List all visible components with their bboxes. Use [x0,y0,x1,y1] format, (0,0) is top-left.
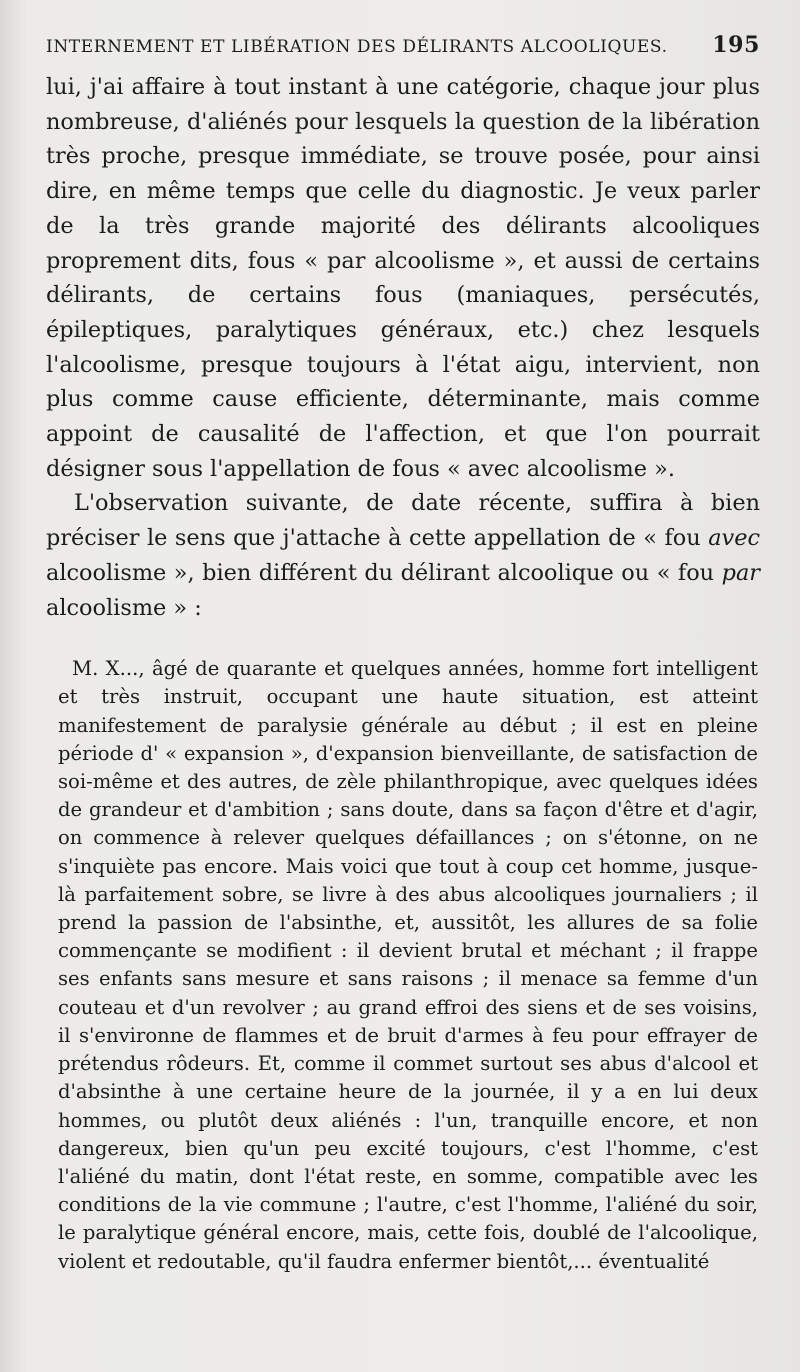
paragraph-2-part-c: alcoolisme » : [46,594,202,621]
paragraph-1: lui, j'ai affaire à tout instant à une catégorie, chaque jour plus nombreuse, d'aliénés pour lesquels la question de la libération très proche, presque immédiate, se trouve posée, pour ainsi dire, en même temps que celle du diagnostic. Je veux parler de la très grande majorité des délirants alcooliques proprement dits, fous « par alcoolisme », et aussi de certains délirants, de certains fous (maniaques, persécutés, épileptiques, paralytiques généraux, etc.) chez lesquels l'alcoolisme, presque toujours à l'état aigu, intervient, non plus comme cause efficiente, déterminante, mais comme appoint de causalité de l'affection, et que l'on pourrait désigner sous l'appellation de fous « avec alcoolisme ». [46,74,760,482]
main-text [46,70,760,625]
paragraph-2-part-b: alcoolisme », bien différent du délirant alcoolique ou « fou [46,559,722,586]
observation-block [46,655,760,1275]
page-number: 195 [712,32,760,58]
paragraph-2 [46,486,760,625]
paragraph-2-part-a: L'observation suivante, de date récente, suffira à bien préciser le sens que j'attache à cette appellation de « fou [46,490,760,552]
italic-avec: avec [708,525,760,552]
observation-text: M. X..., âgé de quarante et quelques années, homme fort intelligent et très instruit, occupant une haute situation, est atteint manifestement de paralysie générale au début ; il est en pleine période d' « expansion », d'expansion bienveillante, de satisfaction de soi-même et des autres, de zèle philanthropique, avec quelques idées de grandeur et d'ambition ; sans doute, dans sa façon d'être et d'agir, on commence à relever quelques défaillances ; on s'étonne, on ne s'inquiète pas encore. Mais voici que tout à coup cet homme, jusque-là parfaitement sobre, se livre à des abus alcooliques journaliers ; il prend la passion de l'absinthe, et, aussitôt, les allures de sa folie commençante se modifient : il devient brutal et méchant ; il frappe ses enfants sans mesure et sans raisons ; il menace sa femme d'un couteau et d'un revolver ; au grand effroi des siens et de ses voisins, il s'environne de flammes et de bruit d'armes à feu pour effrayer de prétendus rôdeurs. Et, comme il commet surtout ses abus d'alcool et d'absinthe à une certaine heure de la journée, il y a en lui deux hommes, ou plutôt deux aliénés : l'un, tranquille encore, et non dangereux, bien qu'un peu excité toujours, c'est l'homme, c'est l'aliéné du matin, dont l'état reste, en somme, compatible avec les conditions de la vie commune ; l'autre, c'est l'homme, l'aliéné du soir, le paralytique général encore, mais, cette fois, doublé de l'alcoolique, violent et redoutable, qu'il faudra enfermer bientôt,... éventualité [58,657,758,1273]
running-head [46,32,760,60]
running-title: INTERNEMENT ET LIBÉRATION DES DÉLIRANTS ALCOOLIQUES. [46,37,668,57]
italic-par: par [721,559,760,586]
